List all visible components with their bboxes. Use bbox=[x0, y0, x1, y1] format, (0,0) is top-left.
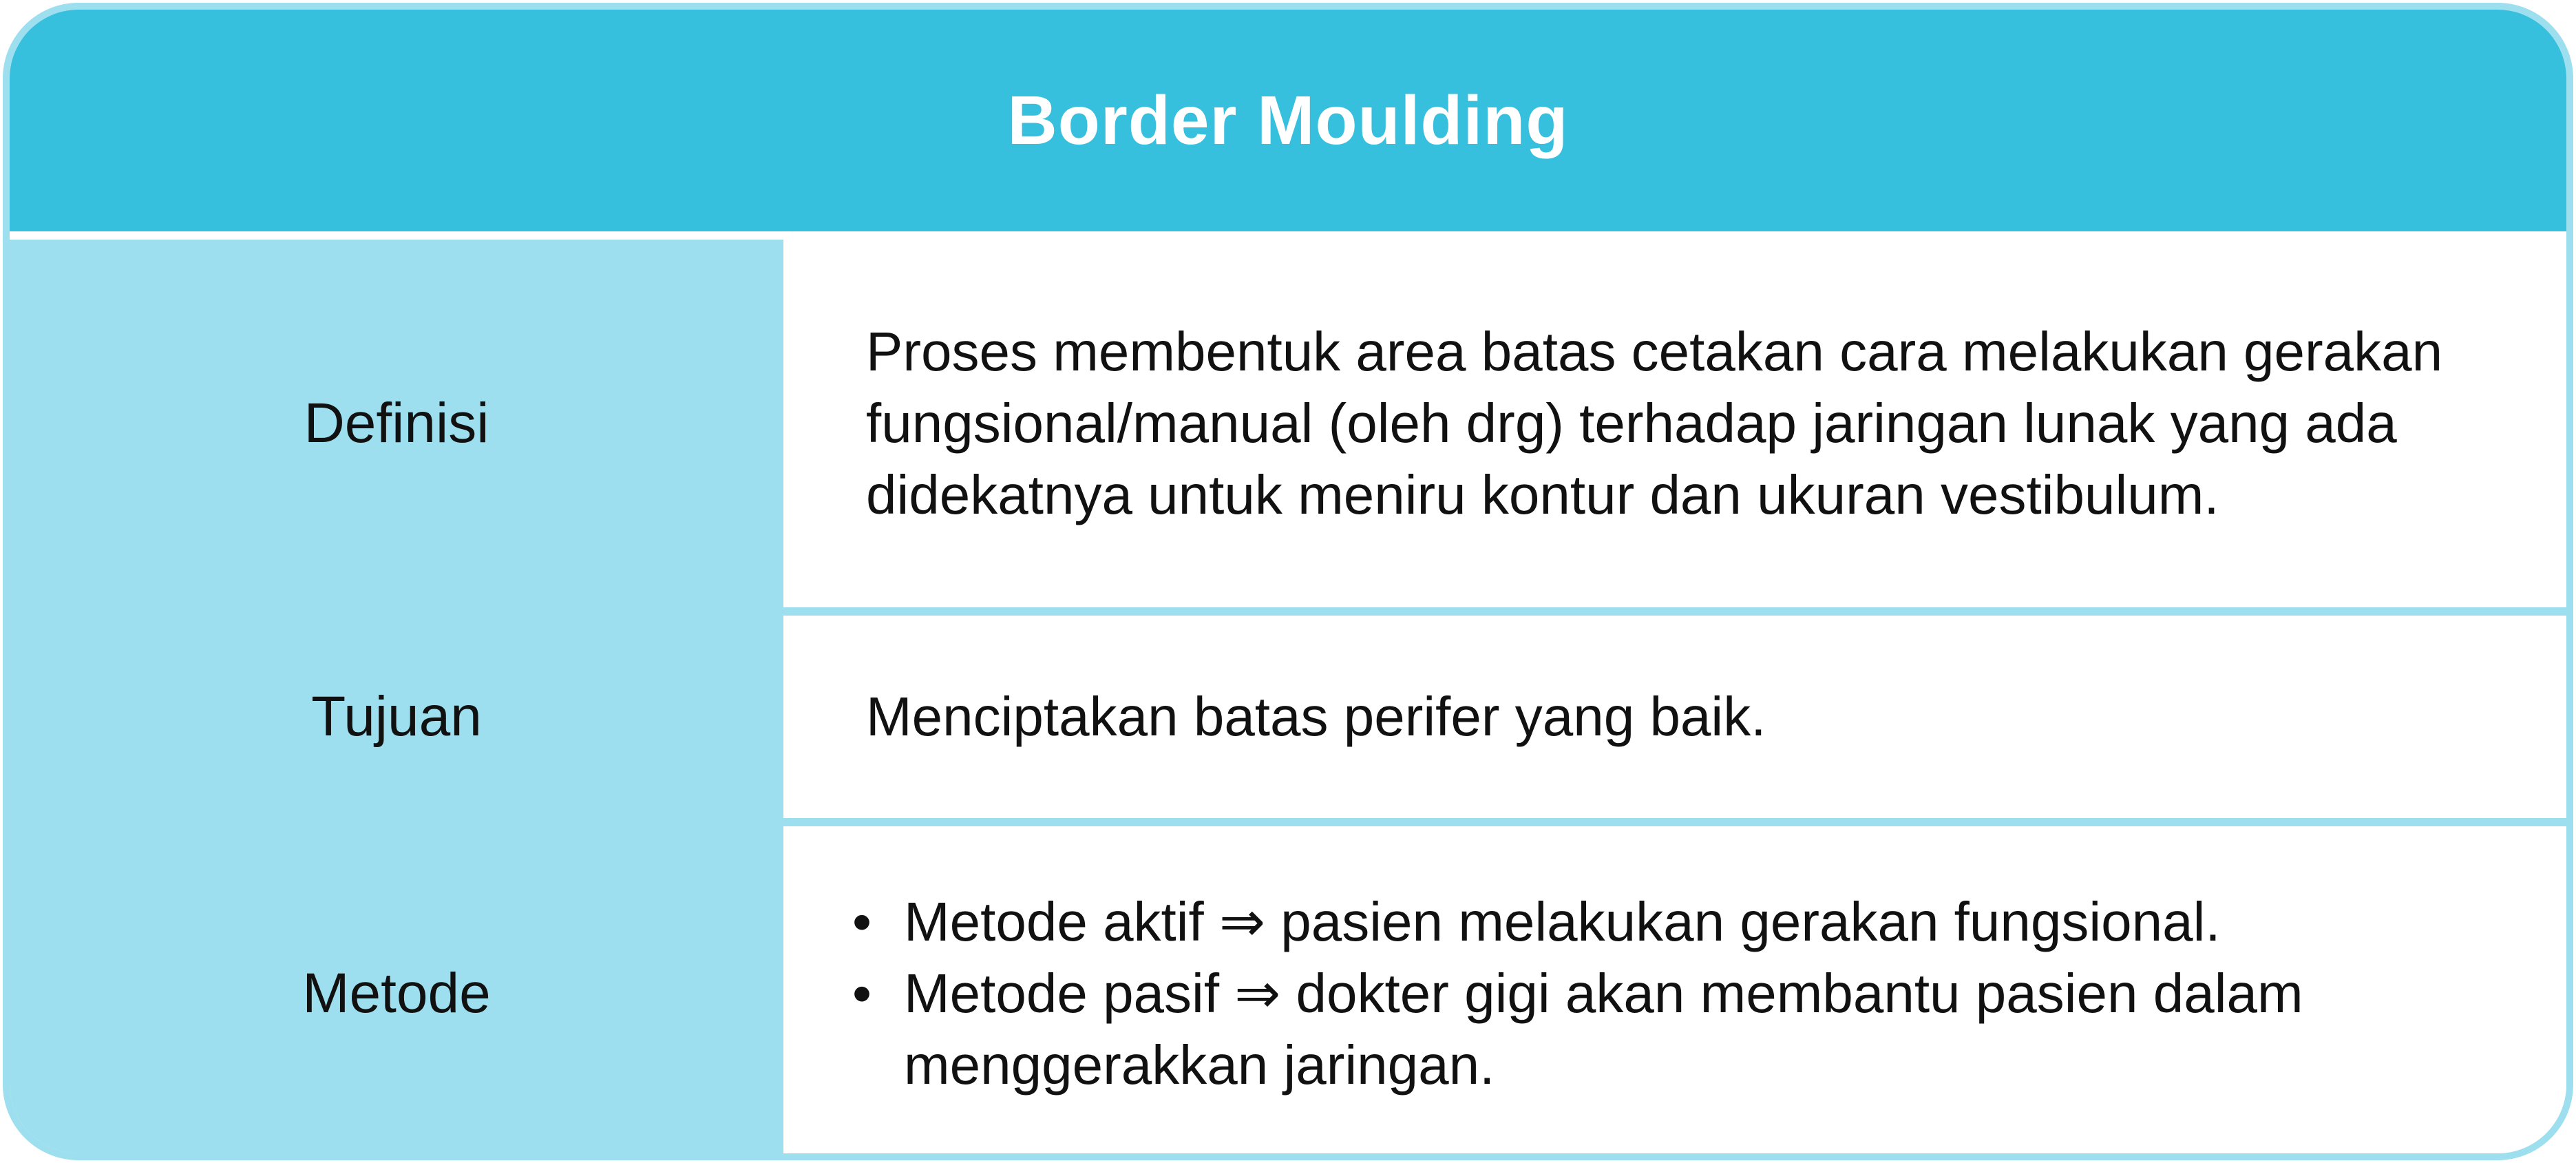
table-row-tujuan bbox=[10, 616, 2566, 818]
header-divider bbox=[10, 231, 2566, 240]
table-header bbox=[10, 10, 2566, 231]
row-label-tujuan: Tujuan bbox=[10, 616, 783, 818]
row-content-metode bbox=[790, 826, 2566, 1160]
row-label-definisi: Definisi bbox=[10, 240, 783, 607]
definisi-text: Proses membentuk area batas cetakan cara melakukan gerakan fungsional/manual (oleh drg) terhadap jaringan lunak yang ada didekatnya untuk meniru kontur dan ukuran vestibulum. bbox=[866, 321, 2443, 525]
method-active-text: Metode aktif ⇒ pasien melakukan gerakan fungsional. bbox=[904, 890, 2221, 952]
bullet-icon: • bbox=[852, 962, 872, 1024]
table-row-definisi bbox=[10, 240, 2566, 607]
column-divider bbox=[783, 240, 790, 607]
row-divider bbox=[10, 607, 2566, 616]
method-passive-text: Metode pasif ⇒ dokter gigi akan membantu pasien dalam menggerakkan jaringan. bbox=[904, 962, 2303, 1096]
row-label-metode: Metode bbox=[10, 826, 783, 1160]
table-title: Border Moulding bbox=[1007, 81, 1569, 159]
border-moulding-table bbox=[3, 3, 2573, 1160]
column-divider bbox=[783, 826, 790, 1160]
list-item bbox=[852, 958, 2518, 1101]
list-item bbox=[852, 886, 2518, 958]
row-content-definisi bbox=[790, 240, 2566, 607]
table-row-metode bbox=[10, 826, 2566, 1160]
row-divider bbox=[10, 818, 2566, 826]
tujuan-text: Menciptakan batas perifer yang baik. bbox=[866, 686, 1766, 747]
row-content-tujuan bbox=[790, 616, 2566, 818]
bullet-icon: • bbox=[852, 890, 872, 952]
column-divider bbox=[783, 616, 790, 818]
method-list bbox=[852, 886, 2518, 1101]
